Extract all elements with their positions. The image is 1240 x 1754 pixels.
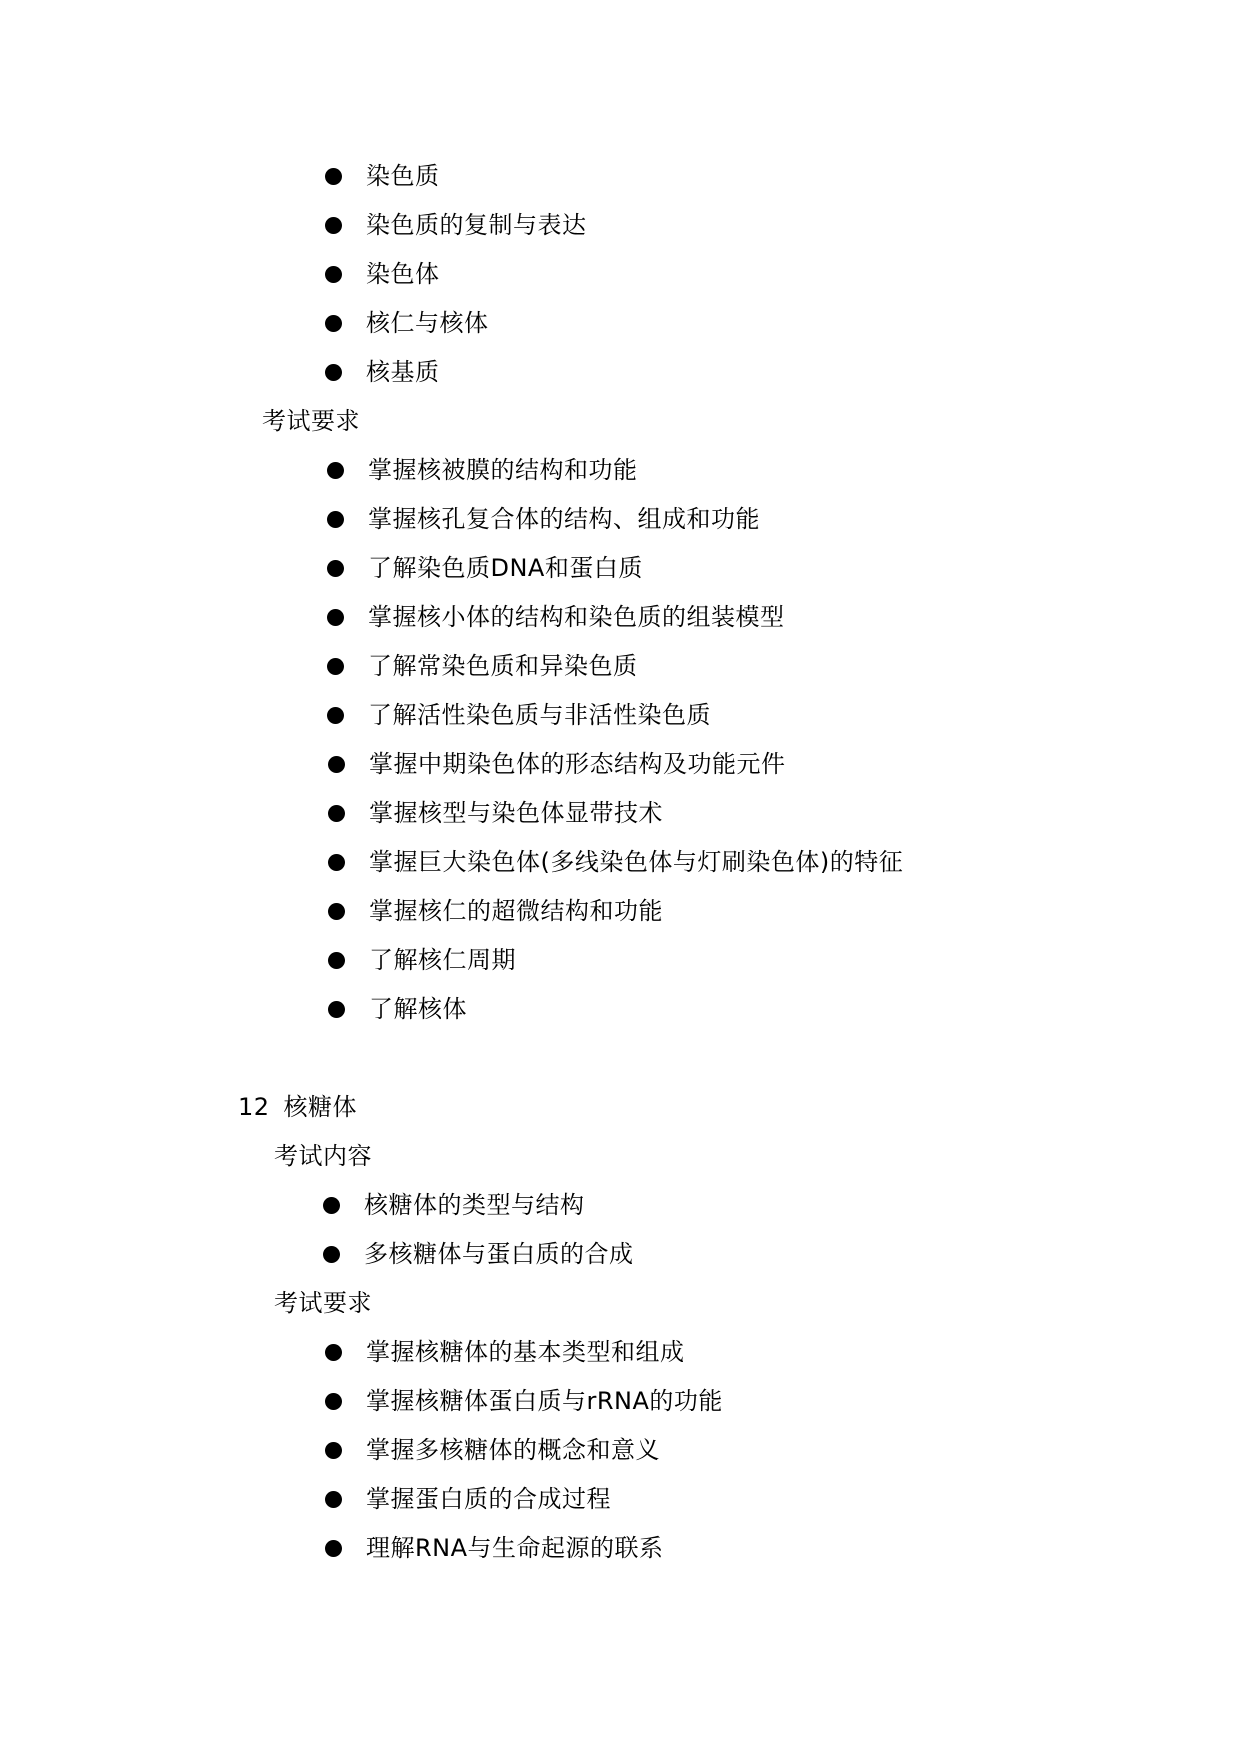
bullet-icon: [325, 364, 342, 381]
list-item-text: 核仁与核体: [366, 309, 489, 337]
section-subheading: 考试内容: [274, 1142, 372, 1170]
list-item-text: 了解核体: [369, 995, 467, 1023]
list-item-text: 掌握核仁的超微结构和功能: [369, 897, 663, 925]
bullet-icon: [327, 511, 344, 528]
list-item: [328, 895, 663, 927]
list-item-text: 了解活性染色质与非活性染色质: [368, 701, 711, 729]
bullet-icon: [325, 266, 342, 283]
list-item: [327, 454, 638, 486]
list-item-text: 染色质: [366, 162, 440, 190]
list-item: [325, 1336, 685, 1368]
list-item-text: 了解染色质DNA和蛋白质: [368, 554, 643, 582]
list-item-text: 多核糖体与蛋白质的合成: [364, 1240, 634, 1268]
section-heading: [238, 1091, 357, 1123]
section-subheading: 考试要求: [262, 407, 360, 435]
section-number: 12: [238, 1093, 270, 1121]
list-item: [325, 209, 587, 241]
list-item-text: 理解RNA与生命起源的联系: [366, 1534, 664, 1562]
list-item: [328, 797, 663, 829]
list-item-text: 掌握核小体的结构和染色质的组装模型: [368, 603, 785, 631]
list-item: [327, 650, 638, 682]
bullet-icon: [325, 1393, 342, 1410]
list-item: [327, 601, 785, 633]
list-item: [325, 1532, 664, 1564]
list-item-text: 染色质的复制与表达: [366, 211, 587, 239]
bullet-icon: [325, 1442, 342, 1459]
list-item-text: 掌握巨大染色体(多线染色体与灯刷染色体)的特征: [369, 848, 904, 876]
bullet-icon: [323, 1246, 340, 1263]
list-item-text: 掌握中期染色体的形态结构及功能元件: [369, 750, 786, 778]
list-item: [327, 552, 643, 584]
list-item: [323, 1189, 585, 1221]
list-item-text: 染色体: [366, 260, 440, 288]
list-item: [323, 1238, 634, 1270]
section-title: 核糖体: [283, 1093, 358, 1121]
section-subheading: 考试要求: [274, 1289, 372, 1317]
list-item: [328, 993, 467, 1025]
bullet-icon: [327, 560, 344, 577]
list-item-text: 掌握核被膜的结构和功能: [368, 456, 638, 484]
bullet-icon: [327, 609, 344, 626]
list-item-text: 掌握核型与染色体显带技术: [369, 799, 663, 827]
list-item: [325, 160, 440, 192]
bullet-icon: [327, 658, 344, 675]
list-item-text: 了解核仁周期: [369, 946, 516, 974]
bullet-icon: [328, 854, 345, 871]
list-item-text: 掌握多核糖体的概念和意义: [366, 1436, 660, 1464]
bullet-icon: [328, 805, 345, 822]
list-item: [327, 699, 711, 731]
bullet-icon: [325, 1540, 342, 1557]
bullet-icon: [328, 1001, 345, 1018]
list-item-text: 掌握核糖体蛋白质与rRNA的功能: [366, 1387, 723, 1415]
list-item-text: 掌握蛋白质的合成过程: [366, 1485, 611, 1513]
list-item: [325, 1385, 723, 1417]
list-item: [325, 307, 489, 339]
list-item: [325, 1434, 660, 1466]
bullet-icon: [325, 217, 342, 234]
bullet-icon: [328, 756, 345, 773]
bullet-icon: [325, 168, 342, 185]
list-item-text: 核糖体的类型与结构: [364, 1191, 585, 1219]
list-item: [325, 1483, 611, 1515]
list-item-text: 核基质: [366, 358, 440, 386]
list-item-text: 了解常染色质和异染色质: [368, 652, 638, 680]
bullet-icon: [328, 903, 345, 920]
list-item: [325, 356, 440, 388]
bullet-icon: [325, 1491, 342, 1508]
bullet-icon: [328, 952, 345, 969]
bullet-icon: [325, 1344, 342, 1361]
list-item: [328, 846, 903, 878]
list-item-text: 掌握核孔复合体的结构、组成和功能: [368, 505, 760, 533]
list-item: [328, 748, 786, 780]
list-item: [327, 503, 760, 535]
bullet-icon: [327, 462, 344, 479]
bullet-icon: [327, 707, 344, 724]
list-item-text: 掌握核糖体的基本类型和组成: [366, 1338, 685, 1366]
bullet-icon: [323, 1197, 340, 1214]
list-item: [328, 944, 516, 976]
list-item: [325, 258, 440, 290]
bullet-icon: [325, 315, 342, 332]
